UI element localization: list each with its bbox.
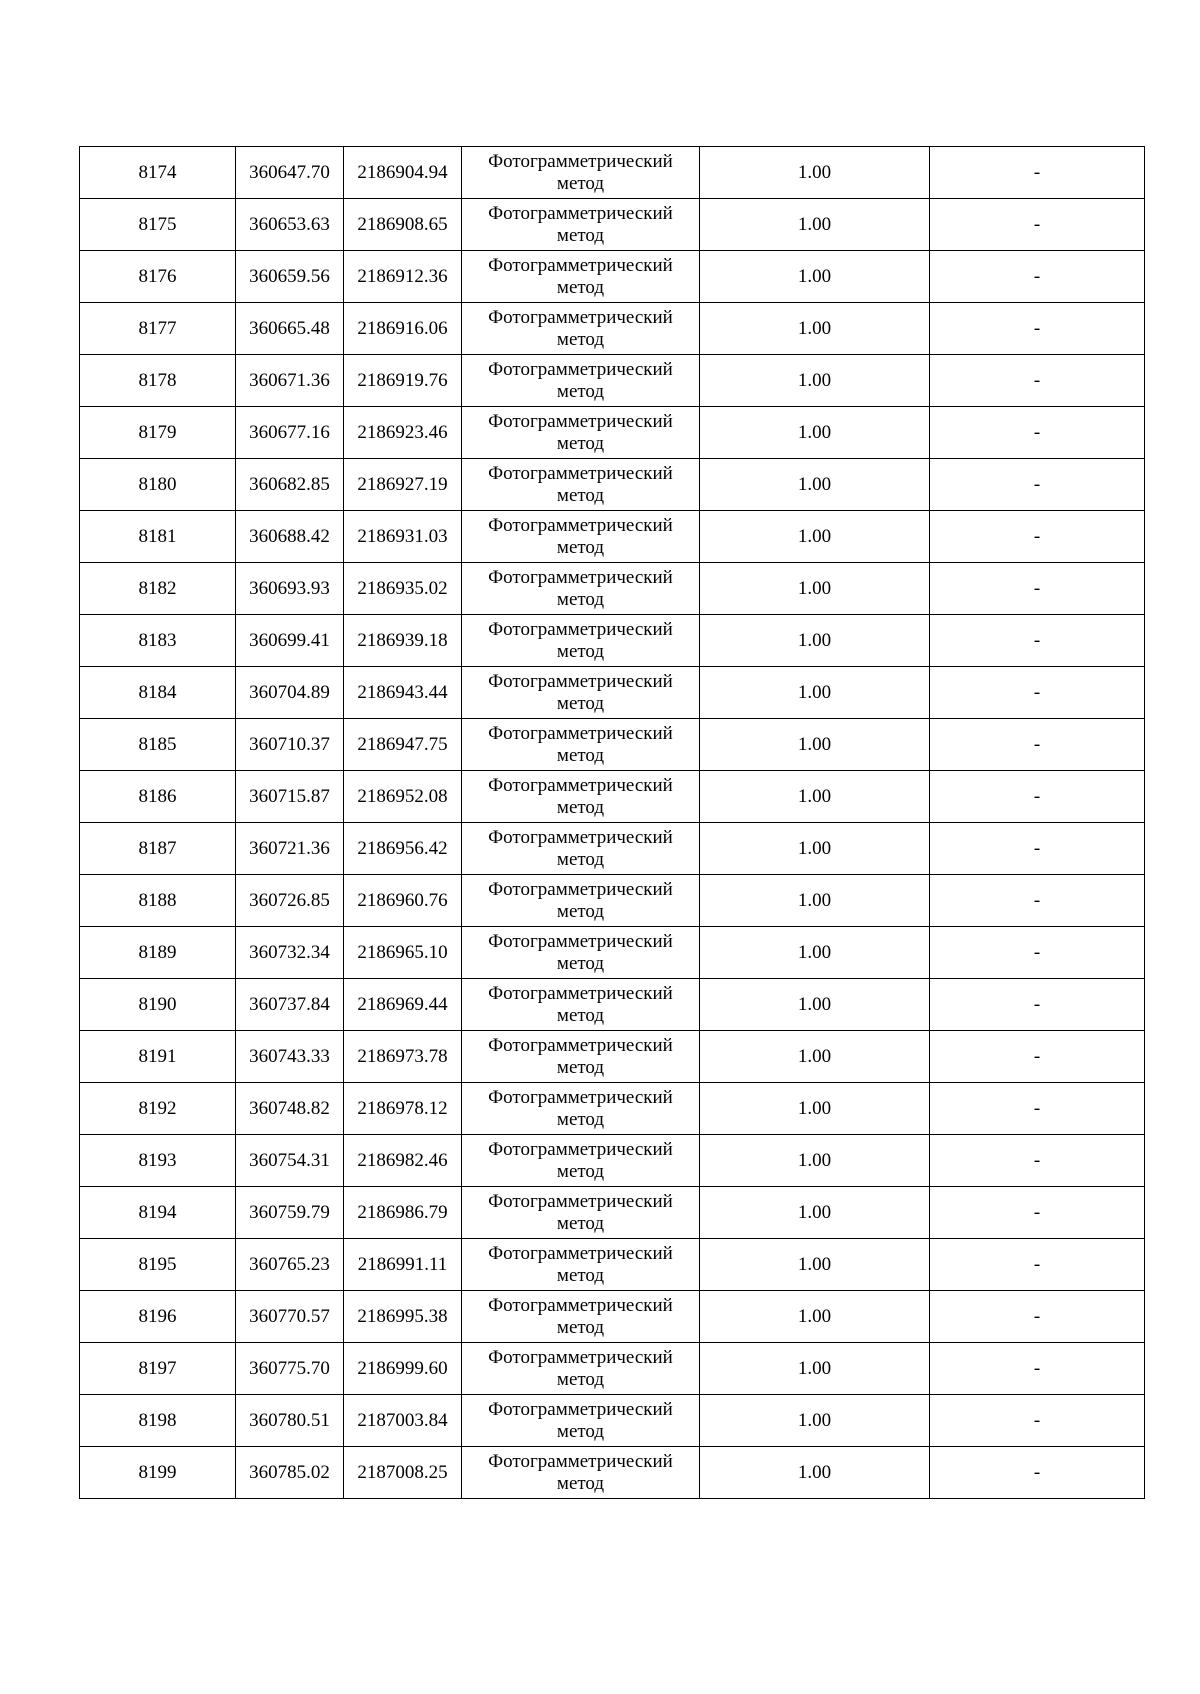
method-text: Фотограмметрический — [488, 1346, 673, 1368]
method-text: Фотограмметрический — [488, 1138, 673, 1160]
accuracy-cell: 1.00 — [700, 147, 930, 199]
y-coordinate-cell: 2186939.18 — [344, 615, 462, 667]
method-text: Фотограмметрический — [488, 150, 673, 172]
method-text: Фотограмметрический — [488, 1294, 673, 1316]
point-number-cell: 8198 — [80, 1395, 236, 1447]
x-coordinate-cell: 360743.33 — [236, 1031, 344, 1083]
method-text: Фотограмметрический — [488, 930, 673, 952]
method-text: Фотограмметрический — [488, 774, 673, 796]
method-cell — [462, 407, 700, 459]
note-cell: - — [930, 407, 1145, 459]
method-cell — [462, 459, 700, 511]
method-text: метод — [556, 796, 605, 818]
method-cell — [462, 1447, 700, 1499]
x-coordinate-cell: 360770.57 — [236, 1291, 344, 1343]
method-text: Фотограмметрический — [488, 1034, 673, 1056]
method-text: Фотограмметрический — [488, 410, 673, 432]
method-text: метод — [556, 1472, 605, 1494]
method-cell — [462, 199, 700, 251]
table-row — [80, 1395, 1145, 1447]
note-cell: - — [930, 667, 1145, 719]
accuracy-cell: 1.00 — [700, 1343, 930, 1395]
y-coordinate-cell: 2186999.60 — [344, 1343, 462, 1395]
x-coordinate-cell: 360677.16 — [236, 407, 344, 459]
x-coordinate-cell: 360780.51 — [236, 1395, 344, 1447]
method-text: Фотограмметрический — [488, 826, 673, 848]
method-text: метод — [556, 224, 605, 246]
method-cell — [462, 823, 700, 875]
table-row — [80, 303, 1145, 355]
table-row — [80, 1083, 1145, 1135]
method-text: Фотограмметрический — [488, 566, 673, 588]
method-cell — [462, 771, 700, 823]
method-cell — [462, 927, 700, 979]
method-text: Фотограмметрический — [488, 982, 673, 1004]
accuracy-cell: 1.00 — [700, 823, 930, 875]
method-cell — [462, 251, 700, 303]
table-row — [80, 771, 1145, 823]
accuracy-cell: 1.00 — [700, 1447, 930, 1499]
table-row — [80, 459, 1145, 511]
method-text: Фотограмметрический — [488, 670, 673, 692]
table-row — [80, 615, 1145, 667]
x-coordinate-cell: 360715.87 — [236, 771, 344, 823]
table-row — [80, 1135, 1145, 1187]
y-coordinate-cell: 2186923.46 — [344, 407, 462, 459]
table-row — [80, 511, 1145, 563]
note-cell: - — [930, 875, 1145, 927]
accuracy-cell: 1.00 — [700, 1135, 930, 1187]
y-coordinate-cell: 2186965.10 — [344, 927, 462, 979]
x-coordinate-cell: 360710.37 — [236, 719, 344, 771]
accuracy-cell: 1.00 — [700, 1083, 930, 1135]
point-number-cell: 8199 — [80, 1447, 236, 1499]
note-cell: - — [930, 1395, 1145, 1447]
method-text: метод — [556, 588, 605, 610]
method-cell — [462, 875, 700, 927]
x-coordinate-cell: 360693.93 — [236, 563, 344, 615]
point-number-cell: 8195 — [80, 1239, 236, 1291]
table-row — [80, 1447, 1145, 1499]
table-row — [80, 667, 1145, 719]
table-row — [80, 1239, 1145, 1291]
x-coordinate-cell: 360775.70 — [236, 1343, 344, 1395]
coordinates-table — [79, 146, 1145, 1499]
note-cell: - — [930, 251, 1145, 303]
point-number-cell: 8183 — [80, 615, 236, 667]
method-text: метод — [556, 536, 605, 558]
x-coordinate-cell: 360759.79 — [236, 1187, 344, 1239]
method-text: метод — [556, 900, 605, 922]
table-row — [80, 1031, 1145, 1083]
accuracy-cell: 1.00 — [700, 719, 930, 771]
method-text: метод — [556, 1316, 605, 1338]
point-number-cell: 8176 — [80, 251, 236, 303]
point-number-cell: 8178 — [80, 355, 236, 407]
x-coordinate-cell: 360748.82 — [236, 1083, 344, 1135]
y-coordinate-cell: 2186927.19 — [344, 459, 462, 511]
method-text: Фотограмметрический — [488, 1450, 673, 1472]
table-row — [80, 407, 1145, 459]
method-text: Фотограмметрический — [488, 1398, 673, 1420]
note-cell: - — [930, 303, 1145, 355]
point-number-cell: 8186 — [80, 771, 236, 823]
y-coordinate-cell: 2186986.79 — [344, 1187, 462, 1239]
y-coordinate-cell: 2186908.65 — [344, 199, 462, 251]
accuracy-cell: 1.00 — [700, 563, 930, 615]
method-text: Фотограмметрический — [488, 878, 673, 900]
x-coordinate-cell: 360671.36 — [236, 355, 344, 407]
point-number-cell: 8187 — [80, 823, 236, 875]
method-cell — [462, 1239, 700, 1291]
method-text: метод — [556, 952, 605, 974]
point-number-cell: 8181 — [80, 511, 236, 563]
note-cell: - — [930, 771, 1145, 823]
method-text: Фотограмметрический — [488, 254, 673, 276]
y-coordinate-cell: 2186995.38 — [344, 1291, 462, 1343]
point-number-cell: 8185 — [80, 719, 236, 771]
method-text: Фотограмметрический — [488, 514, 673, 536]
note-cell: - — [930, 459, 1145, 511]
table-row — [80, 927, 1145, 979]
accuracy-cell: 1.00 — [700, 251, 930, 303]
method-text: метод — [556, 848, 605, 870]
note-cell: - — [930, 1239, 1145, 1291]
point-number-cell: 8180 — [80, 459, 236, 511]
table-row — [80, 1291, 1145, 1343]
table-row — [80, 979, 1145, 1031]
method-text: Фотограмметрический — [488, 618, 673, 640]
note-cell: - — [930, 1447, 1145, 1499]
y-coordinate-cell: 2186904.94 — [344, 147, 462, 199]
note-cell: - — [930, 511, 1145, 563]
note-cell: - — [930, 355, 1145, 407]
method-cell — [462, 563, 700, 615]
point-number-cell: 8189 — [80, 927, 236, 979]
x-coordinate-cell: 360754.31 — [236, 1135, 344, 1187]
method-text: Фотограмметрический — [488, 1242, 673, 1264]
x-coordinate-cell: 360726.85 — [236, 875, 344, 927]
y-coordinate-cell: 2186952.08 — [344, 771, 462, 823]
method-text: метод — [556, 1108, 605, 1130]
y-coordinate-cell: 2186956.42 — [344, 823, 462, 875]
method-text: метод — [556, 380, 605, 402]
point-number-cell: 8182 — [80, 563, 236, 615]
method-cell — [462, 979, 700, 1031]
y-coordinate-cell: 2186935.02 — [344, 563, 462, 615]
method-text: метод — [556, 432, 605, 454]
point-number-cell: 8196 — [80, 1291, 236, 1343]
y-coordinate-cell: 2186978.12 — [344, 1083, 462, 1135]
method-cell — [462, 667, 700, 719]
note-cell: - — [930, 823, 1145, 875]
x-coordinate-cell: 360721.36 — [236, 823, 344, 875]
point-number-cell: 8175 — [80, 199, 236, 251]
accuracy-cell: 1.00 — [700, 771, 930, 823]
method-text: метод — [556, 1004, 605, 1026]
method-text: метод — [556, 744, 605, 766]
method-cell — [462, 1395, 700, 1447]
table-row — [80, 251, 1145, 303]
accuracy-cell: 1.00 — [700, 615, 930, 667]
table-row — [80, 563, 1145, 615]
method-text: метод — [556, 172, 605, 194]
method-text: метод — [556, 1056, 605, 1078]
accuracy-cell: 1.00 — [700, 1239, 930, 1291]
table-row — [80, 199, 1145, 251]
y-coordinate-cell: 2186947.75 — [344, 719, 462, 771]
accuracy-cell: 1.00 — [700, 199, 930, 251]
note-cell: - — [930, 1135, 1145, 1187]
method-text: Фотограмметрический — [488, 1190, 673, 1212]
note-cell: - — [930, 1187, 1145, 1239]
method-cell — [462, 147, 700, 199]
method-cell — [462, 1031, 700, 1083]
method-text: метод — [556, 328, 605, 350]
method-text: метод — [556, 692, 605, 714]
method-text: метод — [556, 1420, 605, 1442]
y-coordinate-cell: 2186919.76 — [344, 355, 462, 407]
x-coordinate-cell: 360765.23 — [236, 1239, 344, 1291]
coordinates-table-body — [80, 147, 1145, 1499]
table-row — [80, 1343, 1145, 1395]
note-cell: - — [930, 979, 1145, 1031]
accuracy-cell: 1.00 — [700, 511, 930, 563]
y-coordinate-cell: 2186931.03 — [344, 511, 462, 563]
note-cell: - — [930, 199, 1145, 251]
method-text: Фотограмметрический — [488, 1086, 673, 1108]
method-text: Фотограмметрический — [488, 462, 673, 484]
method-cell — [462, 615, 700, 667]
y-coordinate-cell: 2187008.25 — [344, 1447, 462, 1499]
method-cell — [462, 719, 700, 771]
point-number-cell: 8192 — [80, 1083, 236, 1135]
x-coordinate-cell: 360688.42 — [236, 511, 344, 563]
point-number-cell: 8177 — [80, 303, 236, 355]
method-text: метод — [556, 640, 605, 662]
x-coordinate-cell: 360699.41 — [236, 615, 344, 667]
point-number-cell: 8193 — [80, 1135, 236, 1187]
method-text: Фотограмметрический — [488, 202, 673, 224]
accuracy-cell: 1.00 — [700, 979, 930, 1031]
x-coordinate-cell: 360704.89 — [236, 667, 344, 719]
note-cell: - — [930, 1291, 1145, 1343]
x-coordinate-cell: 360785.02 — [236, 1447, 344, 1499]
accuracy-cell: 1.00 — [700, 303, 930, 355]
x-coordinate-cell: 360647.70 — [236, 147, 344, 199]
y-coordinate-cell: 2186969.44 — [344, 979, 462, 1031]
y-coordinate-cell: 2186991.11 — [344, 1239, 462, 1291]
accuracy-cell: 1.00 — [700, 407, 930, 459]
method-cell — [462, 355, 700, 407]
method-text: метод — [556, 1264, 605, 1286]
point-number-cell: 8194 — [80, 1187, 236, 1239]
method-text: метод — [556, 484, 605, 506]
y-coordinate-cell: 2186982.46 — [344, 1135, 462, 1187]
method-text: Фотограмметрический — [488, 358, 673, 380]
table-row — [80, 147, 1145, 199]
method-cell — [462, 1343, 700, 1395]
note-cell: - — [930, 147, 1145, 199]
accuracy-cell: 1.00 — [700, 1291, 930, 1343]
y-coordinate-cell: 2186943.44 — [344, 667, 462, 719]
y-coordinate-cell: 2186960.76 — [344, 875, 462, 927]
point-number-cell: 8188 — [80, 875, 236, 927]
table-row — [80, 355, 1145, 407]
point-number-cell: 8179 — [80, 407, 236, 459]
method-cell — [462, 1187, 700, 1239]
y-coordinate-cell: 2187003.84 — [344, 1395, 462, 1447]
table-row — [80, 1187, 1145, 1239]
x-coordinate-cell: 360659.56 — [236, 251, 344, 303]
table-row — [80, 719, 1145, 771]
accuracy-cell: 1.00 — [700, 355, 930, 407]
method-text: метод — [556, 1212, 605, 1234]
x-coordinate-cell: 360732.34 — [236, 927, 344, 979]
note-cell: - — [930, 563, 1145, 615]
accuracy-cell: 1.00 — [700, 1031, 930, 1083]
point-number-cell: 8191 — [80, 1031, 236, 1083]
y-coordinate-cell: 2186912.36 — [344, 251, 462, 303]
method-text: Фотограмметрический — [488, 306, 673, 328]
point-number-cell: 8197 — [80, 1343, 236, 1395]
table-row — [80, 823, 1145, 875]
table-row — [80, 875, 1145, 927]
method-cell — [462, 1083, 700, 1135]
method-cell — [462, 511, 700, 563]
accuracy-cell: 1.00 — [700, 1187, 930, 1239]
point-number-cell: 8174 — [80, 147, 236, 199]
accuracy-cell: 1.00 — [700, 1395, 930, 1447]
point-number-cell: 8184 — [80, 667, 236, 719]
x-coordinate-cell: 360665.48 — [236, 303, 344, 355]
accuracy-cell: 1.00 — [700, 459, 930, 511]
accuracy-cell: 1.00 — [700, 927, 930, 979]
method-text: метод — [556, 1368, 605, 1390]
note-cell: - — [930, 1083, 1145, 1135]
point-number-cell: 8190 — [80, 979, 236, 1031]
y-coordinate-cell: 2186916.06 — [344, 303, 462, 355]
note-cell: - — [930, 927, 1145, 979]
method-cell — [462, 303, 700, 355]
note-cell: - — [930, 719, 1145, 771]
method-text: метод — [556, 1160, 605, 1182]
method-text: Фотограмметрический — [488, 722, 673, 744]
note-cell: - — [930, 1343, 1145, 1395]
x-coordinate-cell: 360737.84 — [236, 979, 344, 1031]
x-coordinate-cell: 360653.63 — [236, 199, 344, 251]
accuracy-cell: 1.00 — [700, 875, 930, 927]
method-text: метод — [556, 276, 605, 298]
method-cell — [462, 1135, 700, 1187]
note-cell: - — [930, 615, 1145, 667]
method-cell — [462, 1291, 700, 1343]
y-coordinate-cell: 2186973.78 — [344, 1031, 462, 1083]
note-cell: - — [930, 1031, 1145, 1083]
x-coordinate-cell: 360682.85 — [236, 459, 344, 511]
accuracy-cell: 1.00 — [700, 667, 930, 719]
